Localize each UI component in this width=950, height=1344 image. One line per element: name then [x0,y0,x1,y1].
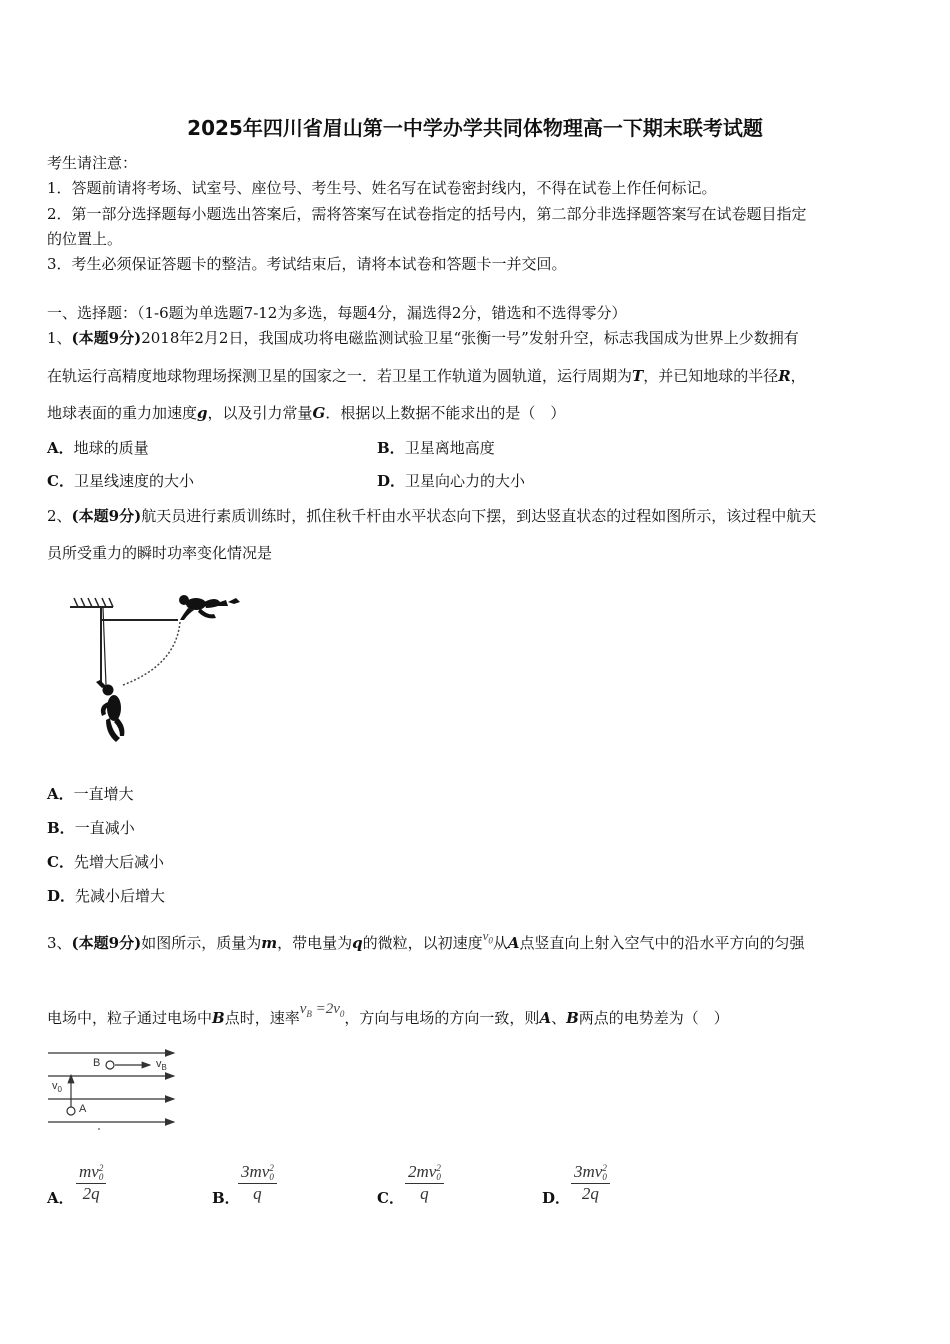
question-text: 航天员进行素质训练时，抓住秋千杆由水平状态向下摆，到达竖直状态的过程如图所示，该过程中航天 [141,507,817,525]
numerator [76,1162,106,1182]
question-1-line-1 [47,327,799,348]
denominator: q [420,1184,429,1204]
option-label: A． [47,785,74,803]
question-text: ，方向与电场的方向一致，则 [344,1009,540,1027]
subscript: 0 [339,1009,345,1019]
superscript: 2 [98,1163,104,1174]
symbol: mv [79,1162,99,1181]
variable: T [632,367,644,385]
option-c[interactable] [47,851,164,872]
subscript: 0 [98,1172,104,1183]
question-2-line-1 [47,505,816,526]
notice-item: 3．考生必须保证答题卡的整洁。考试结束后，请将本试卷和答题卡一并交回。 [47,255,567,273]
astronaut-horizontal-icon [179,595,240,620]
field-figure [44,1043,184,1133]
question-1-line-2 [47,365,806,386]
symbol: =2v [311,1001,340,1017]
velocity-0-label [52,1080,62,1094]
option-c[interactable] [47,470,194,491]
option-text: 一直增大 [73,785,134,803]
fraction-option-b [238,1162,277,1204]
variable: A [507,934,520,952]
option-b[interactable] [212,1187,240,1208]
option-label: D． [47,887,76,905]
symbol: v [299,1001,307,1017]
option-d[interactable] [377,470,525,491]
fraction-option-a [76,1162,106,1204]
subscript: 0 [602,1172,607,1183]
numerator [571,1162,610,1182]
subscript: 0 [57,1085,62,1095]
symbol: v [52,1080,58,1092]
variable: m [261,934,278,952]
question-text: ，并已知地球的半径 [643,367,779,385]
option-label: C． [47,472,74,490]
option-label: B． [47,819,75,837]
page-title: 2025年四川省眉山第一中学办学共同体物理高一下期末联考试题 [187,116,763,140]
question-number: 1、 [47,329,72,347]
option-label: B． [377,439,405,457]
question-number: 3、 [47,934,72,952]
question-text: 如图所示，质量为 [141,934,262,952]
question-text: 2018年2月2日，我国成功将电磁监测试验卫星“张衡一号”发射升空，标志我国成为世界上少数拥有 [141,329,799,347]
option-a[interactable] [47,437,149,458]
denominator: q [253,1184,262,1204]
option-d[interactable] [542,1187,570,1208]
superscript: 2 [269,1163,274,1174]
swing-figure [68,590,248,750]
option-c[interactable] [377,1187,404,1208]
option-label: D． [377,472,406,490]
variable: q [352,934,363,952]
option-a[interactable] [47,1187,74,1208]
option-label: C． [47,853,74,871]
symbol: v [482,928,489,943]
fraction-option-c [405,1162,444,1204]
variable: R [778,367,791,385]
numerator [238,1162,277,1182]
initial-velocity [482,928,493,946]
question-2-line-2: 员所受重力的瞬时功率变化情况是 [47,544,273,562]
option-text: 卫星线速度的大小 [73,472,194,490]
question-tag: (本题9分) [71,934,142,952]
variable: B [566,1009,579,1027]
velocity-b-equation [300,1001,345,1017]
point-b-label: B [93,1057,101,1069]
question-text: 地球表面的重力加速度 [47,404,198,422]
point-a-label: A [79,1103,87,1115]
subscript: 0 [436,1172,441,1183]
option-a[interactable] [47,783,134,804]
notice-item: 2．第一部分选择题每小题选出答案后，需将答案写在试卷指定的括号内，第二部分非选择题答案写在试卷题目指定 [47,205,807,223]
question-tag: (本题9分) [71,329,142,347]
variable: A [539,1009,552,1027]
question-text: 在轨运行高精度地球物理场探测卫星的国家之一．若卫星工作轨道为圆轨道，运行周期为 [47,367,633,385]
variable: g [197,404,208,422]
option-text: 一直减小 [74,819,135,837]
astronaut-vertical-icon [96,680,124,742]
notice-heading: 考生请注意： [47,154,138,172]
denominator: 2q [82,1184,100,1204]
option-d[interactable] [47,885,165,906]
question-text: ，带电量为 [277,934,353,952]
numerator [405,1162,444,1182]
subscript: B [306,1009,312,1019]
option-label: A． [47,439,74,457]
symbol: 3mv [241,1162,270,1181]
denominator: 2q [581,1184,599,1204]
option-text: 地球的质量 [73,439,149,457]
subscript: 0 [488,935,493,946]
option-b[interactable] [377,437,495,458]
option-label: D． [542,1189,571,1207]
ceiling-hatch-icon [70,598,113,607]
option-label: C． [377,1189,404,1207]
question-text: 点竖直向上射入空气中的沿水平方向的匀强 [519,934,805,952]
question-text: 两点的电势差为（ ） [578,1009,729,1027]
question-text: 从 [492,934,508,952]
superscript: 2 [602,1163,607,1174]
symbol: v [156,1058,162,1070]
option-text: 先增大后减小 [73,853,164,871]
question-text: 的微粒，以初速度 [362,934,483,952]
question-3-line-2 [47,1001,729,1029]
section-header: 一、选择题：（1-6题为单选题7-12为多选，每题4分，漏选得2分，错选和不选得零分） [47,304,627,322]
superscript: 2 [436,1163,441,1174]
field-lines [44,1043,184,1133]
notice-item: 1．答题前请将考场、试室号、座位号、考生号、姓名写在试卷密封线内，不得在试卷上作任何标记。 [47,179,717,197]
question-text: 、 [551,1009,567,1027]
option-text: 先减小后增大 [75,887,166,905]
option-label: B． [212,1189,240,1207]
swing-arc [123,622,180,685]
question-1-line-3 [47,402,565,423]
question-3-line-1 [47,928,805,954]
option-label: A． [47,1189,74,1207]
question-text: ．根据以上数据不能求出的是（ ） [325,404,566,422]
option-text: 卫星向心力的大小 [405,472,526,490]
variable: B [212,1009,225,1027]
velocity-b-label [156,1058,167,1072]
symbol: 3mv [574,1162,603,1181]
subscript: B [161,1063,167,1073]
question-tag: (本题9分) [71,507,142,525]
question-text: 电场中，粒子通过电场中 [47,1009,213,1027]
question-number: 2、 [47,507,72,525]
question-text: ，以及引力常量 [207,404,313,422]
question-text: ， [790,367,806,385]
notice-item: 的位置上。 [47,230,123,248]
option-b[interactable] [47,817,135,838]
variable: G [312,404,326,422]
subscript: 0 [269,1172,274,1183]
fraction-option-d [571,1162,610,1204]
question-text: 点时，速率 [224,1009,300,1027]
option-text: 卫星离地高度 [404,439,495,457]
symbol: 2mv [408,1162,437,1181]
